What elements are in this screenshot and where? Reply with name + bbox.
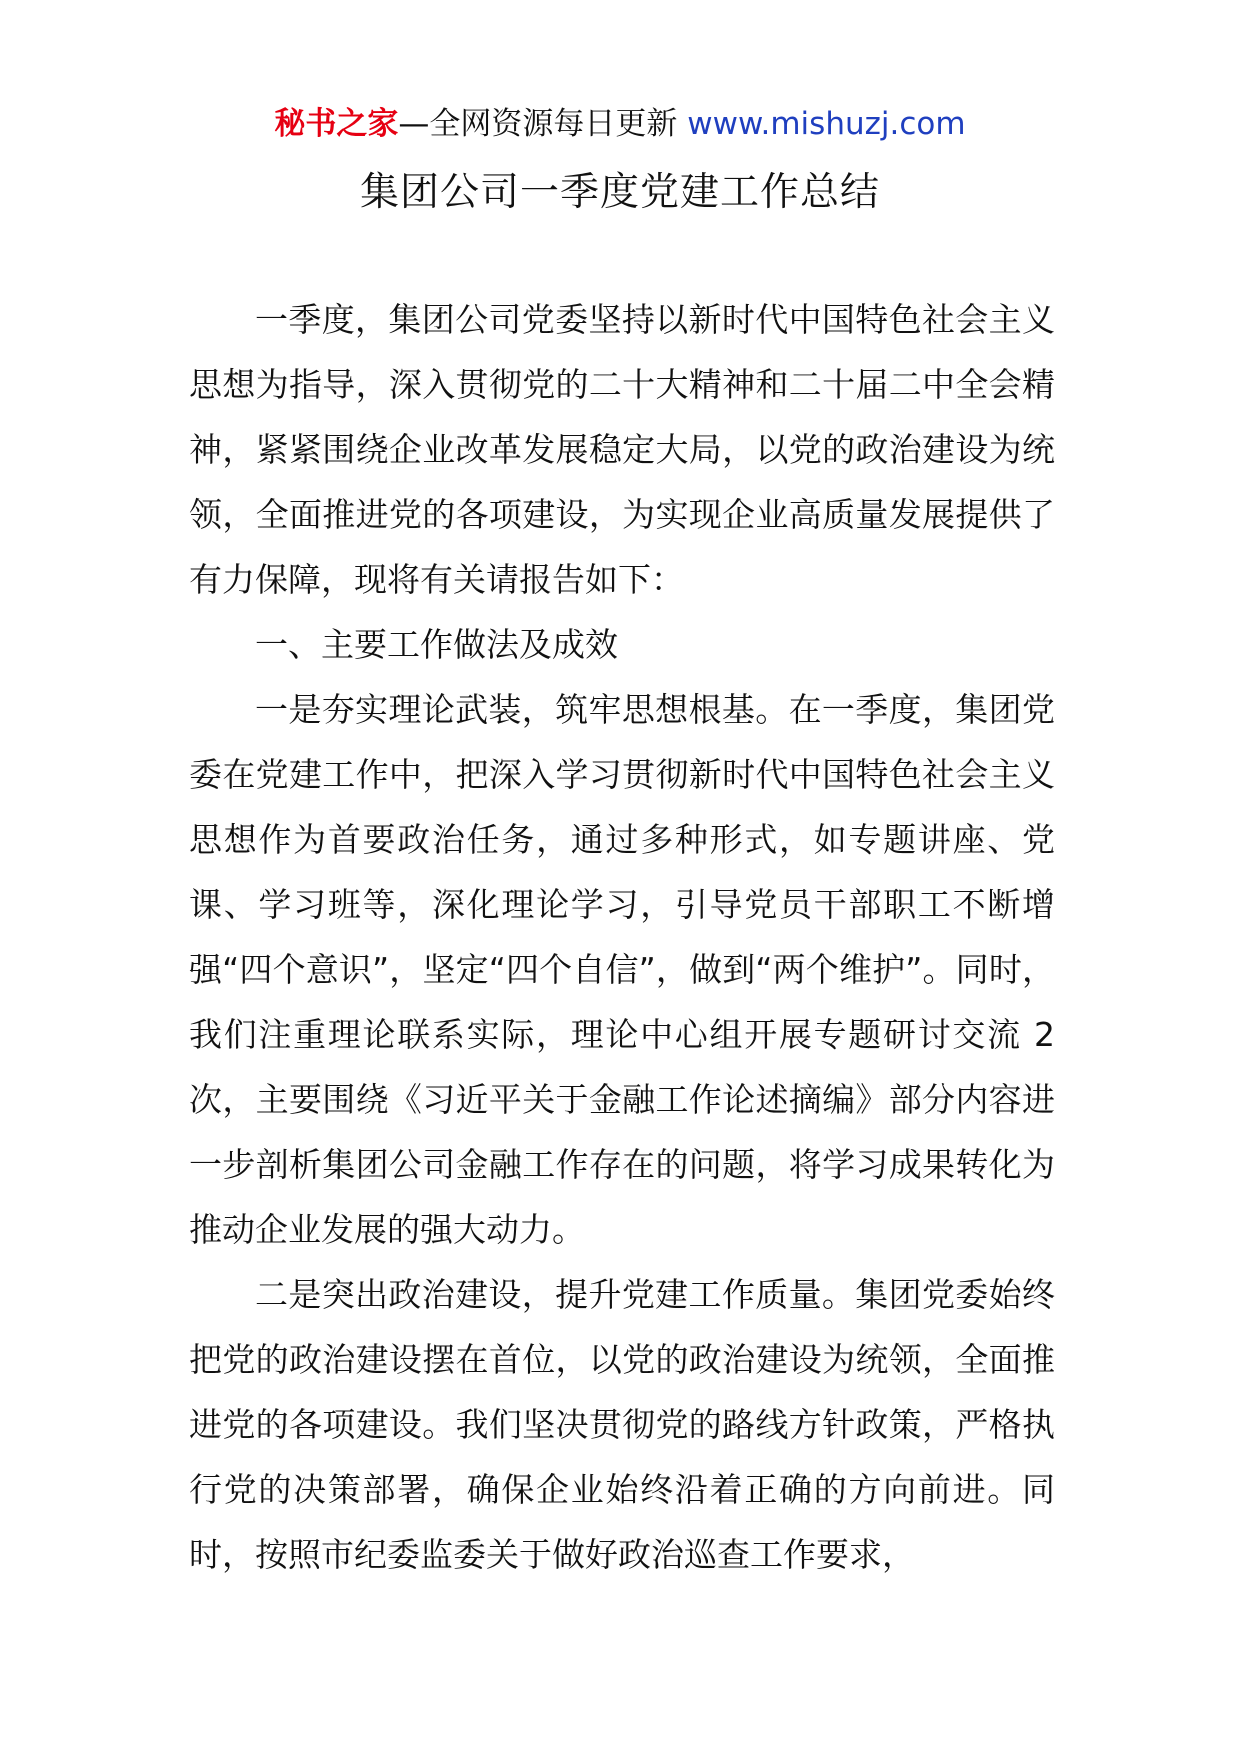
- site-brand: 秘书之家: [274, 106, 399, 142]
- document-body: [189, 287, 1055, 1587]
- document-title: 集团公司一季度党建工作总结: [359, 170, 880, 215]
- section-heading: 一、主要工作做法及成效: [255, 625, 618, 664]
- body-paragraph-political: 二是突出政治建设，提升党建工作质量。集团党委始终把党的政治建设摆在首位，以党的政治建设为统领，全面推进党的各项建设。我们坚决贯彻党的路线方针政策，严格执行党的决策部署，确保企业始终沿着正确的方向前进。同时，按照市纪委监委关于做好政治巡查工作要求，: [189, 1275, 1055, 1574]
- site-tagline: —全网资源每日更新: [398, 106, 688, 142]
- intro-paragraph: 一季度，集团公司党委坚持以新时代中国特色社会主义思想为指导，深入贯彻党的二十大精神和二十届二中全会精神，紧紧围绕企业改革发展稳定大局，以党的政治建设为统领，全面推进党的各项建设，为实现企业高质量发展提供了有力保障，现将有关请报告如下：: [189, 300, 1055, 599]
- body-paragraph-theory: 一是夯实理论武装，筑牢思想根基。在一季度，集团党委在党建工作中，把深入学习贯彻新时代中国特色社会主义思想作为首要政治任务，通过多种形式，如专题讲座、党课、学习班等，深化理论学习，引导党员干部职工不断增强“四个意识”，坚定“四个自信”，做到“两个维护”。同时，我们注重理论联系实际，理论中心组开展专题研讨交流 2 次，主要围绕《习近平关于金融工作论述摘编》部分内容进一步剖析集团公司金融工作存在的问题，将学习成果转化为推动企业发展的强大动力。: [189, 690, 1055, 1249]
- site-url-link[interactable]: www.mishuzj.com: [687, 106, 966, 142]
- site-banner: [0, 102, 1240, 146]
